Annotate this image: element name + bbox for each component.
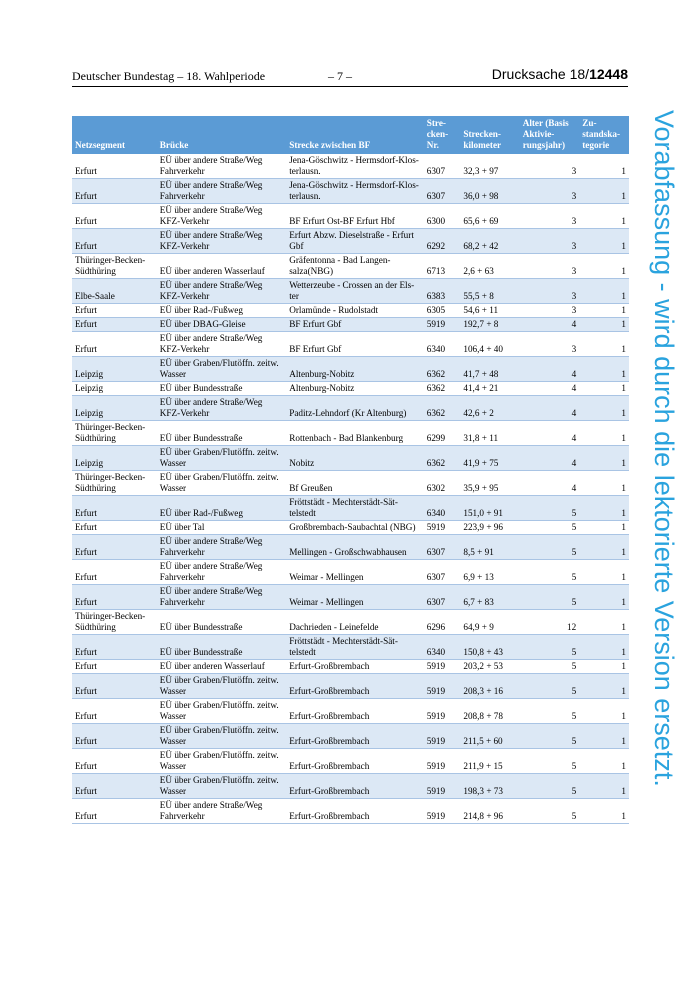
table-cell: 4 (520, 396, 580, 421)
table-cell: 5 (520, 560, 580, 585)
table-cell: 5919 (424, 660, 461, 674)
table-row (72, 279, 629, 304)
table-cell: Erfurt (72, 304, 157, 318)
table-cell: EÜ über Graben/Flutöffn. zeitw. Wasser (157, 749, 286, 774)
table-cell: Jena-Göschwitz - Hermsdorf-Klos- terlausn. (286, 179, 424, 204)
table-cell: EÜ über andere Straße/Weg Fahrverkehr (157, 179, 286, 204)
table-cell: 6362 (424, 396, 461, 421)
column-header: Brücke (157, 116, 286, 154)
table-cell: EÜ über andere Straße/Weg Fahrverkehr (157, 154, 286, 179)
table-cell: 1 (579, 154, 629, 179)
table-row (72, 699, 629, 724)
table-cell: 5919 (424, 749, 461, 774)
table-cell: 214,8 + 96 (460, 799, 519, 824)
table-row (72, 471, 629, 496)
table-row (72, 229, 629, 254)
table-cell: 4 (520, 357, 580, 382)
table-cell: 1 (579, 229, 629, 254)
table-cell: 6340 (424, 332, 461, 357)
table-cell: 4 (520, 382, 580, 396)
table-cell: 1 (579, 179, 629, 204)
table-cell: 5 (520, 799, 580, 824)
table-cell: EÜ über andere Straße/Weg Fahrverkehr (157, 585, 286, 610)
page-header (72, 66, 628, 87)
table-cell: 1 (579, 610, 629, 635)
table-cell: 68,2 + 42 (460, 229, 519, 254)
table-cell: Erfurt (72, 154, 157, 179)
table-cell: EÜ über Graben/Flutöffn. zeitw. Wasser (157, 357, 286, 382)
table-cell: 5 (520, 724, 580, 749)
table-cell: 4 (520, 446, 580, 471)
table-cell: 1 (579, 496, 629, 521)
table-cell: 4 (520, 421, 580, 446)
table-cell: Erfurt (72, 535, 157, 560)
table-cell: Großbrembach-Saubachtal (NBG) (286, 521, 424, 535)
table-cell: EÜ über Graben/Flutöffn. zeitw. Wasser (157, 724, 286, 749)
table-row (72, 179, 629, 204)
table-cell: Paditz-Lehndorf (Kr Altenburg) (286, 396, 424, 421)
header-document-number: Drucksache 18/12448 (491, 66, 628, 82)
table-cell: 2,6 + 63 (460, 254, 519, 279)
table-cell: 54,6 + 11 (460, 304, 519, 318)
table-cell: Erfurt (72, 496, 157, 521)
table-cell: EÜ über Graben/Flutöffn. zeitw. Wasser (157, 774, 286, 799)
table-cell: 5 (520, 535, 580, 560)
table-cell: 1 (579, 749, 629, 774)
table-cell: 1 (579, 774, 629, 799)
table-cell: 6362 (424, 446, 461, 471)
table-cell: Erfurt (72, 560, 157, 585)
table-cell: Erfurt-Großbrembach (286, 724, 424, 749)
table-cell: Erfurt (72, 229, 157, 254)
table-cell: 3 (520, 154, 580, 179)
table-row (72, 357, 629, 382)
column-header: Stre- cken- Nr. (424, 116, 461, 154)
table-cell: Rottenbach - Bad Blankenburg (286, 421, 424, 446)
table-cell: Erfurt (72, 699, 157, 724)
table-cell: 5 (520, 699, 580, 724)
table-cell: 8,5 + 91 (460, 535, 519, 560)
table-cell: Thüringer-Becken- Südthüring (72, 610, 157, 635)
table-cell: Thüringer-Becken- Südthüring (72, 254, 157, 279)
table-cell: 6296 (424, 610, 461, 635)
table-cell: 1 (579, 724, 629, 749)
table-cell: EÜ über andere Straße/Weg Fahrverkehr (157, 799, 286, 824)
table-cell: 12 (520, 610, 580, 635)
table-cell: 192,7 + 8 (460, 318, 519, 332)
table-cell: Erfurt (72, 749, 157, 774)
table-cell: 5 (520, 774, 580, 799)
table-cell: Erfurt (72, 774, 157, 799)
table-row (72, 332, 629, 357)
table-cell: 1 (579, 446, 629, 471)
table-cell: 203,2 + 53 (460, 660, 519, 674)
table-cell: 4 (520, 318, 580, 332)
table-cell: 6307 (424, 585, 461, 610)
table-cell: EÜ über Bundesstraße (157, 421, 286, 446)
table-row (72, 521, 629, 535)
table-cell: 55,5 + 8 (460, 279, 519, 304)
table-cell: 1 (579, 421, 629, 446)
table-row (72, 254, 629, 279)
table-cell: 5 (520, 635, 580, 660)
table-cell: Leipzig (72, 382, 157, 396)
table-row (72, 396, 629, 421)
table-cell: EÜ über Bundesstraße (157, 382, 286, 396)
table-row (72, 446, 629, 471)
table-cell: 4 (520, 471, 580, 496)
table-cell: 1 (579, 471, 629, 496)
table-cell: 5919 (424, 521, 461, 535)
table-cell: EÜ über andere Straße/Weg KFZ-Verkehr (157, 396, 286, 421)
table-cell: Thüringer-Becken- Südthüring (72, 421, 157, 446)
table-cell: 211,5 + 60 (460, 724, 519, 749)
table-cell: 6362 (424, 357, 461, 382)
table-row (72, 635, 629, 660)
table-cell: Leipzig (72, 396, 157, 421)
table-cell: EÜ über anderen Wasserlauf (157, 254, 286, 279)
table-cell: 3 (520, 279, 580, 304)
table-cell: 1 (579, 660, 629, 674)
table-cell: 223,9 + 96 (460, 521, 519, 535)
table-cell: 6292 (424, 229, 461, 254)
column-header: Alter (Basis Aktivie- rungsjahr) (520, 116, 580, 154)
header-publication: Deutscher Bundestag – 18. Wahlperiode (72, 69, 266, 83)
table-header-row (72, 116, 629, 154)
table-cell: 6383 (424, 279, 461, 304)
table-cell: Erfurt (72, 660, 157, 674)
table-row (72, 799, 629, 824)
table-cell: 1 (579, 318, 629, 332)
table-cell: 1 (579, 535, 629, 560)
table-cell: EÜ über andere Straße/Weg Fahrverkehr (157, 560, 286, 585)
table-cell: 208,8 + 78 (460, 699, 519, 724)
column-header: Strecken- kilometer (460, 116, 519, 154)
table-cell: 1 (579, 521, 629, 535)
table-cell: 5 (520, 660, 580, 674)
table-cell: 35,9 + 95 (460, 471, 519, 496)
table-cell: Orlamünde - Rudolstadt (286, 304, 424, 318)
table-cell: 41,7 + 48 (460, 357, 519, 382)
table-cell: Erfurt-Großbrembach (286, 674, 424, 699)
table-cell: Fröttstädt - Mechterstädt-Sät- telstedt (286, 496, 424, 521)
table-cell: 31,8 + 11 (460, 421, 519, 446)
table-cell: 1 (579, 382, 629, 396)
table-cell: EÜ über anderen Wasserlauf (157, 660, 286, 674)
table-cell: 5919 (424, 724, 461, 749)
table-cell: EÜ über andere Straße/Weg KFZ-Verkehr (157, 229, 286, 254)
table-cell: 198,3 + 73 (460, 774, 519, 799)
table-cell: 5919 (424, 674, 461, 699)
table-cell: 3 (520, 204, 580, 229)
table-cell: Bf Greußen (286, 471, 424, 496)
table-row (72, 304, 629, 318)
table-cell: Erfurt (72, 179, 157, 204)
table-row (72, 674, 629, 699)
table-cell: 1 (579, 799, 629, 824)
table-cell: 5 (520, 496, 580, 521)
table-row (72, 496, 629, 521)
table-cell: Mellingen - Großschwabhausen (286, 535, 424, 560)
table-cell: 3 (520, 229, 580, 254)
table-cell: 1 (579, 254, 629, 279)
table-cell: EÜ über andere Straße/Weg Fahrverkehr (157, 535, 286, 560)
table-cell: 6362 (424, 382, 461, 396)
table-cell: 5919 (424, 318, 461, 332)
table-cell: Leipzig (72, 357, 157, 382)
table-cell: Altenburg-Nobitz (286, 382, 424, 396)
table-cell: 3 (520, 254, 580, 279)
table-row (72, 724, 629, 749)
table-cell: 1 (579, 396, 629, 421)
table-cell: 36,0 + 98 (460, 179, 519, 204)
table-row (72, 154, 629, 179)
table-cell: Erfurt (72, 635, 157, 660)
table-cell: 6307 (424, 535, 461, 560)
table-cell: 41,9 + 75 (460, 446, 519, 471)
table-row (72, 560, 629, 585)
table-cell: 208,3 + 16 (460, 674, 519, 699)
table-row (72, 204, 629, 229)
table-cell: 1 (579, 585, 629, 610)
table-cell: Gräfentonna - Bad Langen- salza(NBG) (286, 254, 424, 279)
table-cell: 42,6 + 2 (460, 396, 519, 421)
table-cell: 6302 (424, 471, 461, 496)
table-cell: Erfurt-Großbrembach (286, 774, 424, 799)
table-cell: 6305 (424, 304, 461, 318)
table-cell: Wetterzeube - Crossen an der Els- ter (286, 279, 424, 304)
table-cell: EÜ über DBAG-Gleise (157, 318, 286, 332)
table-cell: EÜ über Rad-/Fußweg (157, 496, 286, 521)
table-cell: 6340 (424, 635, 461, 660)
column-header: Netzsegment (72, 116, 157, 154)
table-cell: 5919 (424, 699, 461, 724)
table-cell: 1 (579, 357, 629, 382)
column-header: Zu- standska- tegorie (579, 116, 629, 154)
table-cell: 6713 (424, 254, 461, 279)
table-cell: 5919 (424, 799, 461, 824)
table-cell: Erfurt (72, 799, 157, 824)
table-row (72, 585, 629, 610)
table-cell: 3 (520, 332, 580, 357)
table-cell: 6299 (424, 421, 461, 446)
table-cell: EÜ über Graben/Flutöffn. zeitw. Wasser (157, 471, 286, 496)
table-cell: 6307 (424, 154, 461, 179)
table-cell: 1 (579, 635, 629, 660)
table-cell: EÜ über andere Straße/Weg KFZ-Verkehr (157, 279, 286, 304)
table-row (72, 421, 629, 446)
table-cell: 6,9 + 13 (460, 560, 519, 585)
table-cell: 6307 (424, 179, 461, 204)
table-cell: 41,4 + 21 (460, 382, 519, 396)
table-row (72, 774, 629, 799)
table-row (72, 382, 629, 396)
table-cell: Thüringer-Becken- Südthüring (72, 471, 157, 496)
table-cell: Dachrieden - Leinefelde (286, 610, 424, 635)
table-cell: 211,9 + 15 (460, 749, 519, 774)
table-cell: EÜ über Graben/Flutöffn. zeitw. Wasser (157, 674, 286, 699)
table-cell: 1 (579, 279, 629, 304)
table-cell: 1 (579, 699, 629, 724)
table-cell: Erfurt-Großbrembach (286, 699, 424, 724)
table-cell: 32,3 + 97 (460, 154, 519, 179)
table-row (72, 749, 629, 774)
table-cell: EÜ über andere Straße/Weg KFZ-Verkehr (157, 204, 286, 229)
table-cell: EÜ über andere Straße/Weg KFZ-Verkehr (157, 332, 286, 357)
table-cell: Weimar - Mellingen (286, 585, 424, 610)
table-cell: Fröttstädt - Mechterstädt-Sät- telstedt (286, 635, 424, 660)
table-body (72, 154, 629, 824)
table-cell: 5 (520, 749, 580, 774)
table-cell: Nobitz (286, 446, 424, 471)
table-cell: EÜ über Graben/Flutöffn. zeitw. Wasser (157, 699, 286, 724)
table-cell: 150,8 + 43 (460, 635, 519, 660)
table-cell: 3 (520, 304, 580, 318)
table-cell: 6340 (424, 496, 461, 521)
table-cell: Erfurt (72, 204, 157, 229)
table-cell: Erfurt Abzw. Dieselstraße - Erfurt Gbf (286, 229, 424, 254)
table-cell: 151,0 + 91 (460, 496, 519, 521)
table-cell: Erfurt (72, 332, 157, 357)
table-cell: Leipzig (72, 446, 157, 471)
table-cell: Erfurt-Großbrembach (286, 660, 424, 674)
table-cell: 1 (579, 304, 629, 318)
table-cell: Erfurt (72, 724, 157, 749)
column-header: Strecke zwischen BF (286, 116, 424, 154)
table-cell: 1 (579, 332, 629, 357)
table-cell: 5 (520, 674, 580, 699)
header-page-number: – 7 – (328, 69, 352, 83)
draft-watermark: Vorabfassung - wird durch die lektorierte Version ersetzt. (649, 110, 679, 787)
table-cell: 1 (579, 204, 629, 229)
table-cell: Weimar - Mellingen (286, 560, 424, 585)
table-cell: 106,4 + 40 (460, 332, 519, 357)
table-row (72, 535, 629, 560)
table-cell: Erfurt-Großbrembach (286, 749, 424, 774)
table-cell: 6,7 + 83 (460, 585, 519, 610)
table-cell: 64,9 + 9 (460, 610, 519, 635)
table-row (72, 318, 629, 332)
table-cell: 3 (520, 179, 580, 204)
table-cell: 65,6 + 69 (460, 204, 519, 229)
table-cell: BF Erfurt Gbf (286, 318, 424, 332)
table-cell: 5 (520, 521, 580, 535)
table-cell: EÜ über Bundesstraße (157, 635, 286, 660)
table-cell: 6300 (424, 204, 461, 229)
table-cell: Erfurt (72, 585, 157, 610)
table-cell: Altenburg-Nobitz (286, 357, 424, 382)
table-cell: EÜ über Graben/Flutöffn. zeitw. Wasser (157, 446, 286, 471)
table-cell: Erfurt (72, 318, 157, 332)
table-cell: Elbe-Saale (72, 279, 157, 304)
table-cell: BF Erfurt Ost-BF Erfurt Hbf (286, 204, 424, 229)
table-cell: BF Erfurt Gbf (286, 332, 424, 357)
table-row (72, 660, 629, 674)
table-cell: EÜ über Rad-/Fußweg (157, 304, 286, 318)
bridge-table (72, 116, 629, 824)
table-cell: Erfurt (72, 674, 157, 699)
table-cell: 1 (579, 674, 629, 699)
table-cell: EÜ über Bundesstraße (157, 610, 286, 635)
table-row (72, 610, 629, 635)
table-cell: EÜ über Tal (157, 521, 286, 535)
table-cell: Erfurt (72, 521, 157, 535)
table-cell: 1 (579, 560, 629, 585)
table-cell: Erfurt-Großbrembach (286, 799, 424, 824)
table-cell: 6307 (424, 560, 461, 585)
table-cell: Jena-Göschwitz - Hermsdorf-Klos- terlausn. (286, 154, 424, 179)
table-cell: 5 (520, 585, 580, 610)
table-cell: 5919 (424, 774, 461, 799)
